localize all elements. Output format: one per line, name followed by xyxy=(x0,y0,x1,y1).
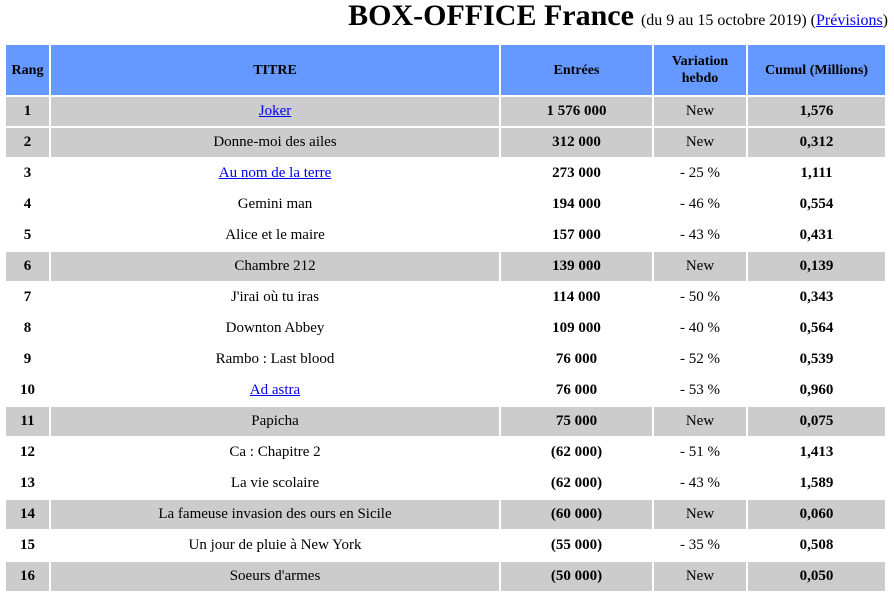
table-row xyxy=(6,159,885,188)
title-cell: Chambre 212 xyxy=(51,252,499,281)
variation-header-line1: Variation xyxy=(671,54,729,69)
title-cell: Gemini man xyxy=(51,190,499,219)
entries-cell: (62 000) xyxy=(501,438,652,467)
entries-cell: 194 000 xyxy=(501,190,652,219)
cumul-cell: 1,413 xyxy=(748,438,885,467)
variation-cell: - 51 % xyxy=(654,438,746,467)
rank-cell: 5 xyxy=(6,221,49,250)
variation-cell: - 46 % xyxy=(654,190,746,219)
title-cell: Soeurs d'armes xyxy=(51,562,499,591)
title-cell: Rambo : Last blood xyxy=(51,345,499,374)
cumul-cell: 0,050 xyxy=(748,562,885,591)
entries-cell: 75 000 xyxy=(501,407,652,436)
cumul-cell: 1,576 xyxy=(748,97,885,126)
variation-cell: - 43 % xyxy=(654,469,746,498)
cumul-cell: 0,343 xyxy=(748,283,885,312)
box-office-table xyxy=(4,43,887,593)
table-row xyxy=(6,283,885,312)
title-cell: Un jour de pluie à New York xyxy=(51,531,499,560)
variation-cell: New xyxy=(654,562,746,591)
table-row xyxy=(6,500,885,529)
date-range-text: (du 9 au 15 octobre 2019) ( xyxy=(640,12,816,29)
variation-cell: - 53 % xyxy=(654,376,746,405)
column-header-title: TITRE xyxy=(51,45,499,95)
cumul-cell: 0,075 xyxy=(748,407,885,436)
entries-cell: 1 576 000 xyxy=(501,97,652,126)
table-row xyxy=(6,128,885,157)
rank-cell: 7 xyxy=(6,283,49,312)
rank-cell: 15 xyxy=(6,531,49,560)
column-header-variation xyxy=(654,45,746,95)
cumul-cell: 0,312 xyxy=(748,128,885,157)
table-row xyxy=(6,221,885,250)
variation-cell: - 35 % xyxy=(654,531,746,560)
entries-cell: (60 000) xyxy=(501,500,652,529)
table-row xyxy=(6,376,885,405)
rank-cell: 13 xyxy=(6,469,49,498)
rank-cell: 8 xyxy=(6,314,49,343)
variation-cell: - 40 % xyxy=(654,314,746,343)
table-header-row xyxy=(6,45,885,95)
cumul-cell: 0,539 xyxy=(748,345,885,374)
title-cell xyxy=(51,159,499,188)
table-row xyxy=(6,438,885,467)
title-cell xyxy=(51,97,499,126)
title-cell: La fameuse invasion des ours en Sicile xyxy=(51,500,499,529)
table-row xyxy=(6,190,885,219)
column-header-rank: Rang xyxy=(6,45,49,95)
rank-cell: 2 xyxy=(6,128,49,157)
rank-cell: 3 xyxy=(6,159,49,188)
title-cell: J'irai où tu iras xyxy=(51,283,499,312)
title-cell: Papicha xyxy=(51,407,499,436)
page-header xyxy=(0,0,894,38)
cumul-cell: 0,960 xyxy=(748,376,885,405)
table-row xyxy=(6,345,885,374)
title-cell xyxy=(51,376,499,405)
title-cell: La vie scolaire xyxy=(51,469,499,498)
entries-cell: 114 000 xyxy=(501,283,652,312)
variation-cell: - 43 % xyxy=(654,221,746,250)
table-row xyxy=(6,252,885,281)
film-title-link[interactable]: Joker xyxy=(258,103,292,119)
table-row xyxy=(6,314,885,343)
entries-cell: 273 000 xyxy=(501,159,652,188)
date-range xyxy=(641,12,888,29)
title-cell: Alice et le maire xyxy=(51,221,499,250)
film-title-link[interactable]: Ad astra xyxy=(249,382,301,398)
cumul-cell: 0,431 xyxy=(748,221,885,250)
column-header-cumul: Cumul (Millions) xyxy=(748,45,885,95)
previsions-link[interactable]: Prévisions xyxy=(816,12,883,29)
entries-cell: 109 000 xyxy=(501,314,652,343)
cumul-cell: 0,554 xyxy=(748,190,885,219)
rank-cell: 12 xyxy=(6,438,49,467)
table-row xyxy=(6,562,885,591)
cumul-cell: 0,060 xyxy=(748,500,885,529)
page-title: BOX-OFFICE France xyxy=(348,0,634,32)
table-row xyxy=(6,531,885,560)
cumul-cell: 1,589 xyxy=(748,469,885,498)
cumul-cell: 0,139 xyxy=(748,252,885,281)
table-row xyxy=(6,469,885,498)
cumul-cell: 0,564 xyxy=(748,314,885,343)
entries-cell: 76 000 xyxy=(501,345,652,374)
header-line xyxy=(348,0,888,37)
cumul-cell: 0,508 xyxy=(748,531,885,560)
table-row xyxy=(6,97,885,126)
cumul-cell: 1,111 xyxy=(748,159,885,188)
variation-cell: New xyxy=(654,407,746,436)
variation-cell: New xyxy=(654,252,746,281)
rank-cell: 9 xyxy=(6,345,49,374)
title-cell: Downton Abbey xyxy=(51,314,499,343)
film-title-link[interactable]: Au nom de la terre xyxy=(218,165,332,181)
rank-cell: 11 xyxy=(6,407,49,436)
entries-cell: 312 000 xyxy=(501,128,652,157)
entries-cell: (62 000) xyxy=(501,469,652,498)
rank-cell: 4 xyxy=(6,190,49,219)
variation-cell: - 50 % xyxy=(654,283,746,312)
variation-header-line2: hebdo xyxy=(681,71,719,86)
entries-cell: (55 000) xyxy=(501,531,652,560)
variation-cell: - 52 % xyxy=(654,345,746,374)
rank-cell: 16 xyxy=(6,562,49,591)
rank-cell: 6 xyxy=(6,252,49,281)
rank-cell: 10 xyxy=(6,376,49,405)
title-cell: Donne-moi des ailes xyxy=(51,128,499,157)
variation-cell: New xyxy=(654,500,746,529)
entries-cell: 157 000 xyxy=(501,221,652,250)
variation-cell: New xyxy=(654,97,746,126)
entries-cell: 139 000 xyxy=(501,252,652,281)
title-cell: Ca : Chapitre 2 xyxy=(51,438,499,467)
variation-cell: New xyxy=(654,128,746,157)
variation-cell: - 25 % xyxy=(654,159,746,188)
entries-cell: 76 000 xyxy=(501,376,652,405)
table-body xyxy=(6,97,885,591)
rank-cell: 14 xyxy=(6,500,49,529)
entries-cell: (50 000) xyxy=(501,562,652,591)
date-range-close: ) xyxy=(882,12,888,29)
column-header-entries: Entrées xyxy=(501,45,652,95)
rank-cell: 1 xyxy=(6,97,49,126)
table-row xyxy=(6,407,885,436)
